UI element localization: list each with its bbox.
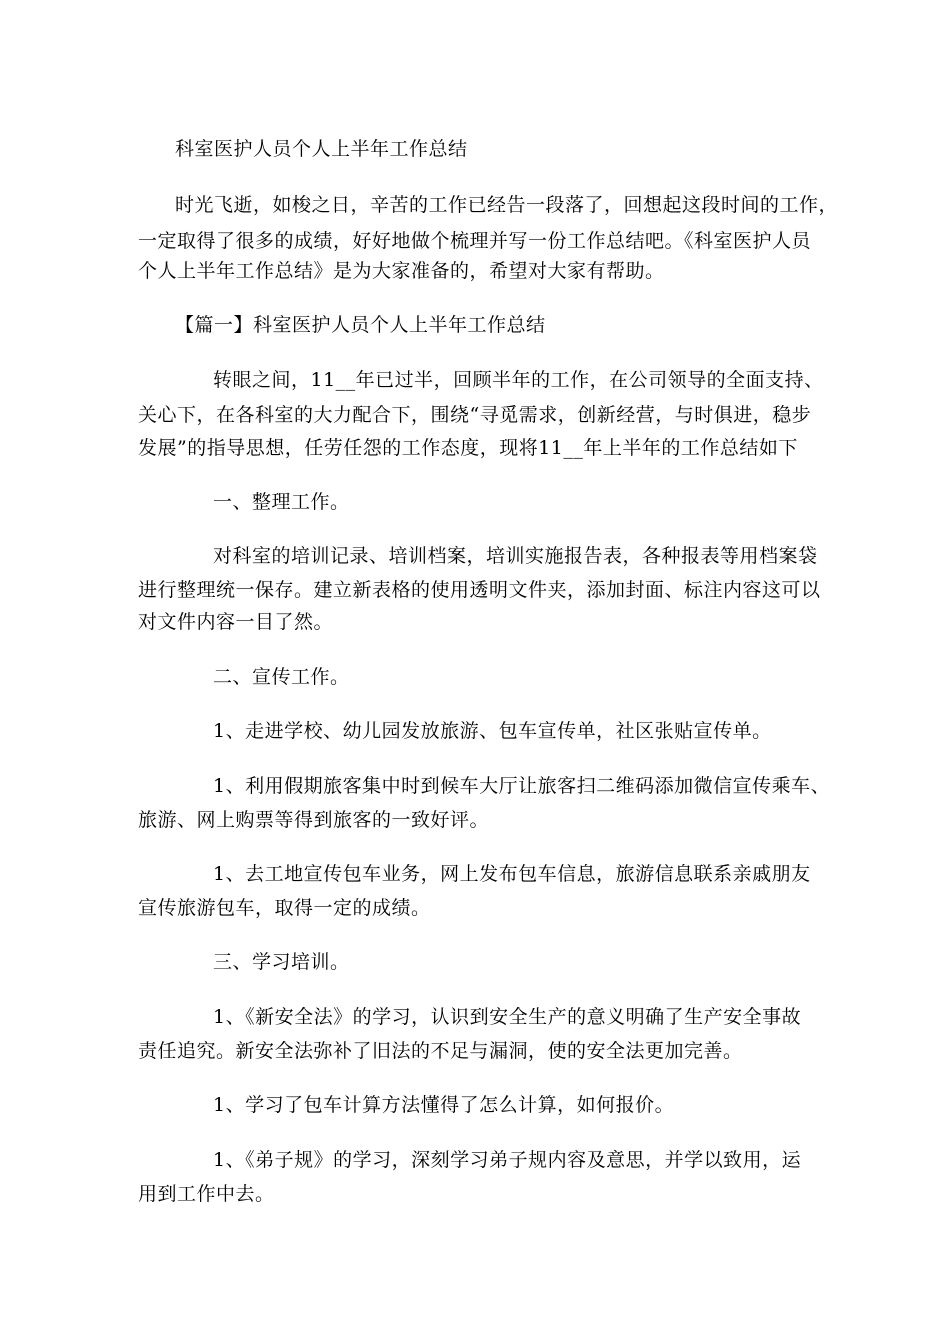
para2-line-1: 对科室的培训记录、培训档案，培训实施报告表，各种报表等用档案袋 (213, 545, 818, 567)
heading-organize: 一、整理工作。 (213, 491, 350, 513)
para1-line-1: 转眼之间，11__年已过半，回顾半年的工作，在公司领导的全面支持、 (213, 369, 824, 391)
item6-line-1: 1、《弟子规》的学习，深刻学习弟子规内容及意思，并学以致用，运 (213, 1149, 802, 1171)
heading-publicity: 二、宣传工作。 (213, 666, 350, 688)
item3-line-2: 宣传旅游包车，取得一定的成绩。 (138, 897, 431, 919)
section-heading: 【篇一】科室医护人员个人上半年工作总结 (175, 314, 546, 336)
para2-line-3: 对文件内容一目了然。 (138, 611, 334, 633)
item6-line-2: 用到工作中去。 (138, 1183, 275, 1205)
para2-line-2: 进行整理统一保存。建立新表格的使用透明文件夹，添加封面、标注内容这可以 (138, 579, 821, 601)
para1-line-3: 发展”的指导思想，任劳任怨的工作态度，现将11__年上半年的工作总结如下 (138, 437, 798, 459)
item4-line-1: 1、《新安全法》的学习，认识到安全生产的意义明确了生产安全事故 (213, 1006, 802, 1028)
item1: 1、走进学校、幼儿园发放旅游、包车宣传单，社区张贴宣传单。 (213, 720, 772, 742)
item3-line-1: 1、去工地宣传包车业务，网上发布包车信息，旅游信息联系亲戚朋友 (213, 863, 811, 885)
intro-line-2: 一定取得了很多的成绩，好好地做个梳理并写一份工作总结吧。《科室医护人员 (138, 230, 812, 252)
heading-study: 三、学习培训。 (213, 951, 350, 973)
document-title: 科室医护人员个人上半年工作总结 (175, 138, 468, 160)
para1-line-2: 关心下，在各科室的大力配合下，围绕“寻觅需求，创新经营，与时俱进，稳步 (138, 404, 812, 426)
intro-line-1: 时光飞逝，如梭之日，辛苦的工作已经告一段落了，回想起这段时间的工作， (175, 194, 839, 216)
item4-line-2: 责任追究。新安全法弥补了旧法的不足与漏洞，使的安全法更加完善。 (138, 1040, 743, 1062)
intro-line-3: 个人上半年工作总结》是为大家准备的，希望对大家有帮助。 (138, 260, 665, 282)
item2-line-1: 1、利用假期旅客集中时到候车大厅让旅客扫二维码添加微信宣传乘车、 (213, 775, 831, 797)
item5: 1、学习了包车计算方法懂得了怎么计算，如何报价。 (213, 1094, 675, 1116)
item2-line-2: 旅游、网上购票等得到旅客的一致好评。 (138, 809, 490, 831)
